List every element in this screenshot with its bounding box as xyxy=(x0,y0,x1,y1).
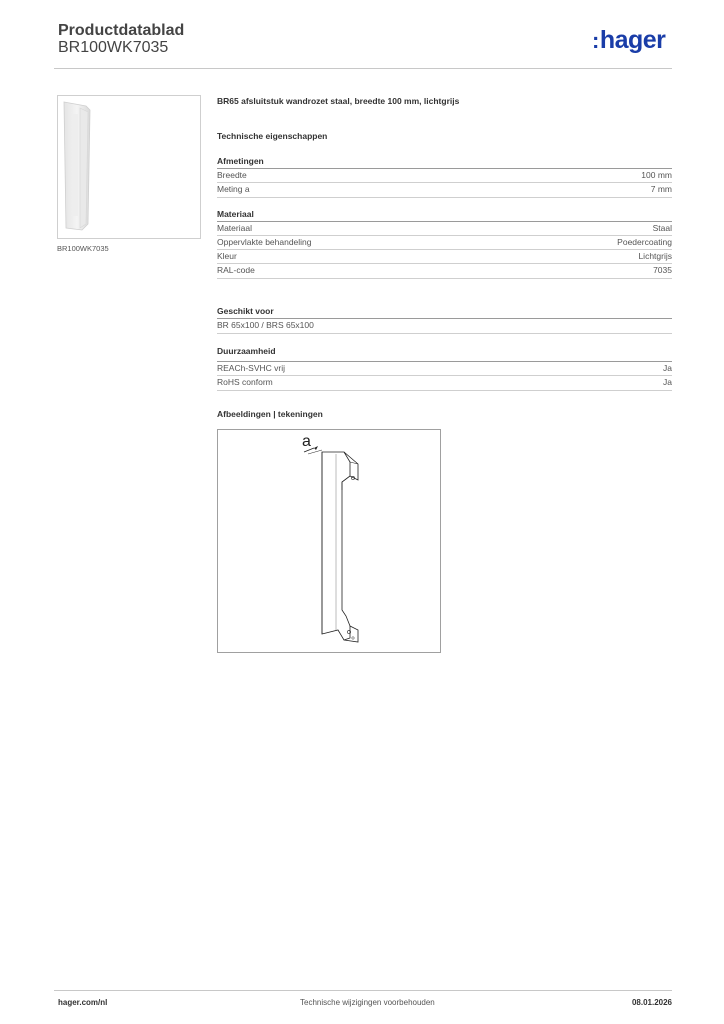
photo-caption: BR100WK7035 xyxy=(57,244,109,253)
dimension-label-a: a xyxy=(302,433,311,450)
logo-text: hager xyxy=(599,26,666,54)
product-photo xyxy=(57,95,201,239)
group-title-dimensions: Afmetingen xyxy=(217,156,264,166)
spec-label: Oppervlakte behandeling xyxy=(217,237,312,247)
spec-row-ral-code xyxy=(217,263,672,279)
technical-drawing-svg xyxy=(218,430,440,652)
hager-logo[interactable] xyxy=(592,26,665,55)
spec-value: Ja xyxy=(663,363,672,373)
footer-divider xyxy=(54,990,672,991)
spec-label: BR 65x100 / BRS 65x100 xyxy=(217,320,314,330)
logo-colon-mark: : xyxy=(592,28,599,53)
spec-row-measure-a xyxy=(217,182,672,198)
group-title-sustainability: Duurzaamheid xyxy=(217,346,276,356)
website-link[interactable]: hager.com/nl xyxy=(58,998,108,1007)
footer-disclaimer: Technische wijzigingen voorbehouden xyxy=(300,998,435,1007)
spec-value: Staal xyxy=(652,223,672,233)
spec-row-suitable-for xyxy=(217,318,672,334)
spec-value: 7 mm xyxy=(650,184,672,194)
spec-row-width xyxy=(217,168,672,183)
spec-row-color xyxy=(217,249,672,264)
spec-label: Materiaal xyxy=(217,223,252,233)
document-title: Productdatablad xyxy=(58,22,185,39)
spec-label: RAL-code xyxy=(217,265,255,275)
group-title-suitable-for: Geschikt voor xyxy=(217,306,274,316)
spec-value: Poedercoating xyxy=(617,237,672,247)
spec-label: RoHS conform xyxy=(217,377,273,387)
section-title-images: Afbeeldingen | tekeningen xyxy=(217,409,323,419)
document-date: 08.01.2026 xyxy=(631,998,672,1007)
spec-row-material xyxy=(217,221,672,236)
spec-value: 7035 xyxy=(653,265,672,275)
product-description: BR65 afsluitstuk wandrozet staal, breedte 100 mm, lichtgrijs xyxy=(217,96,460,106)
product-photo-illustration xyxy=(58,96,200,238)
header-divider xyxy=(54,68,672,69)
spec-label: REACh-SVHC vrij xyxy=(217,363,286,373)
technical-drawing xyxy=(217,429,441,653)
spec-row-rohs xyxy=(217,375,672,391)
product-code: BR100WK7035 xyxy=(58,39,169,56)
spec-value: Ja xyxy=(663,377,672,387)
spec-value: 100 mm xyxy=(641,170,672,180)
spec-row-reach xyxy=(217,361,672,376)
spec-label: Meting a xyxy=(217,184,250,194)
spec-value: Lichtgrijs xyxy=(638,251,672,261)
group-title-material: Materiaal xyxy=(217,209,254,219)
spec-row-surface-treatment xyxy=(217,235,672,250)
spec-label: Kleur xyxy=(217,251,237,261)
section-title-technical: Technische eigenschappen xyxy=(217,131,328,141)
spec-label: Breedte xyxy=(217,170,247,180)
